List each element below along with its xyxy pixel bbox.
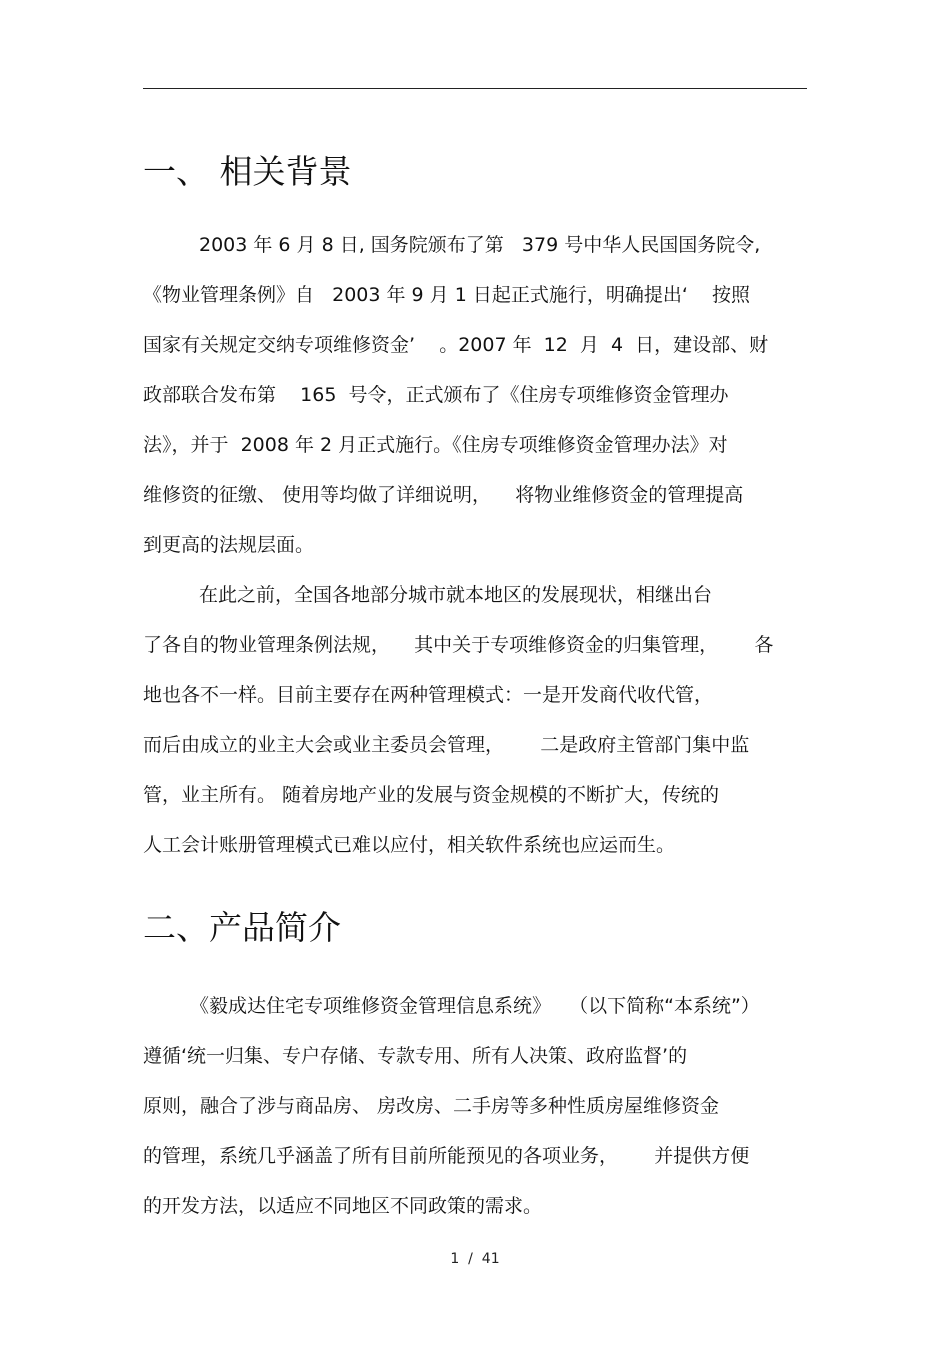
paragraph-line: 遵循‘统一归集、专户存储、专款专用、所有人决策、政府监督’的	[143, 1045, 688, 1067]
page-number: 1 / 41	[450, 1251, 500, 1267]
paragraph-line: 了各自的物业管理条例法规， 其中关于专项维修资金的归集管理， 各	[143, 634, 774, 656]
paragraph-line: 2003 年 6 月 8 日, 国务院颁布了第 379 号中华人民国国务院令,	[199, 234, 761, 256]
paragraph-line: 的开发方法，以适应不同地区不同政策的需求。	[143, 1195, 543, 1217]
paragraph-line: 政部联合发布第 165 号令，正式颁布了《住房专项维修资金管理办	[143, 384, 729, 406]
paragraph-line: 国家有关规定交纳专项维修资金’ 。2007 年 12 月 4 日，建设部、财	[143, 334, 769, 356]
paragraph-line: 在此之前，全国各地部分城市就本地区的发展现状，相继出台	[199, 584, 713, 606]
paragraph-line: 维修资的征缴、 使用等均做了详细说明， 将物业维修资金的管理提高	[143, 484, 744, 506]
section-heading-background: 一、 相关背景	[143, 152, 352, 191]
paragraph-line: 法》，并于 2008 年 2 月正式施行。《住房专项维修资金管理办法》对	[143, 434, 728, 456]
paragraph-line: 原则，融合了涉与商品房、 房改房、二手房等多种性质房屋维修资金	[143, 1095, 720, 1117]
header-rule	[143, 88, 807, 89]
paragraph-line: 地也各不一样。目前主要存在两种管理模式：一是开发商代收代管，	[143, 684, 714, 706]
paragraph-line: 管，业主所有。 随着房地产业的发展与资金规模的不断扩大，传统的	[143, 784, 720, 806]
paragraph-line: 的管理，系统几乎涵盖了所有目前所能预见的各项业务， 并提供方便	[143, 1145, 750, 1167]
paragraph-line: 《毅成达住宅专项维修资金管理信息系统》 （以下简称“本系统”）	[190, 995, 760, 1017]
paragraph-line: 《物业管理条例》自 2003 年 9 月 1 日起正式施行，明确提出‘ 按照	[143, 284, 751, 306]
section-heading-product-intro: 二、产品简介	[143, 908, 341, 947]
paragraph-line: 到更高的法规层面。	[143, 534, 315, 556]
paragraph-line: 而后由成立的业主大会或业主委员会管理， 二是政府主管部门集中监	[143, 734, 750, 756]
paragraph-line: 人工会计账册管理模式已难以应付，相关软件系统也应运而生。	[143, 834, 676, 856]
